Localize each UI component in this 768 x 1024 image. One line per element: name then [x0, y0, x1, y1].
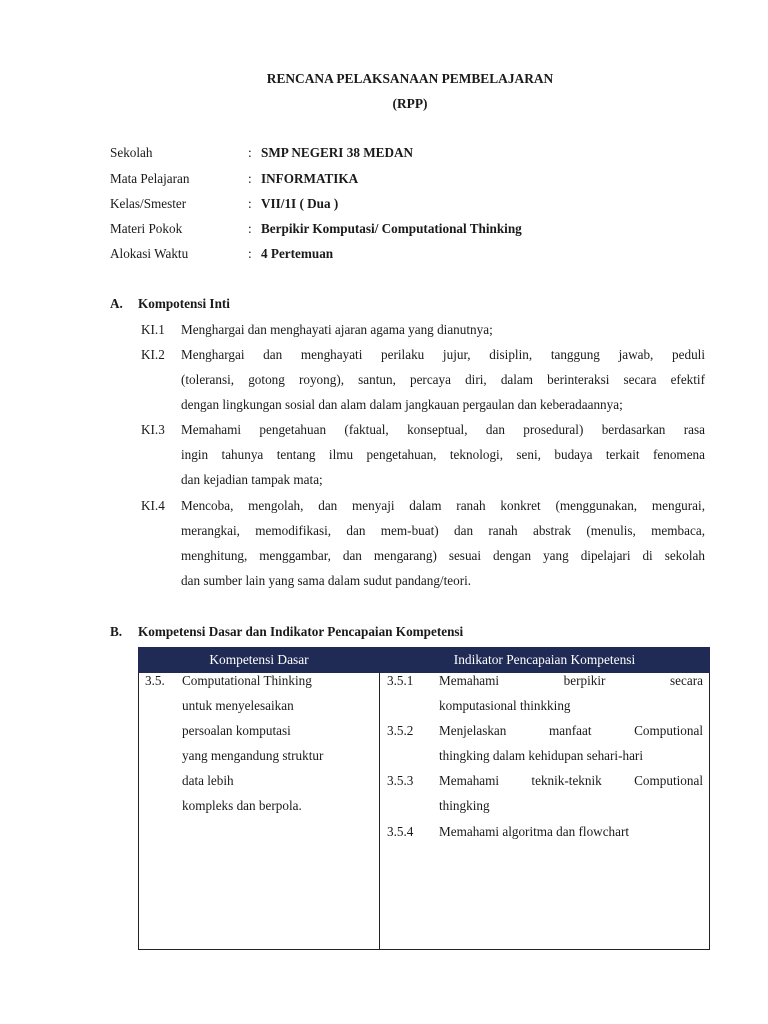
identity-colon: :: [248, 145, 252, 160]
identity-colon: :: [248, 246, 252, 261]
ki-text-line: Menghargai dan menghayati ajaran agama yang dianutnya;: [181, 322, 493, 337]
identity-colon: :: [248, 221, 252, 236]
identity-colon: :: [248, 171, 252, 186]
kd-text-line: yang mengandung struktur: [182, 748, 324, 763]
section-a-marker: A.: [110, 296, 123, 311]
ki-text-line: Menghargai dan menghayati perilaku jujur, disiplin, tanggung jawab, peduli: [181, 347, 705, 362]
kd-text-line: persoalan komputasi: [182, 723, 291, 738]
indicator-text-line: Menjelaskan manfaat Computional: [439, 723, 703, 738]
identity-value: SMP NEGERI 38 MEDAN: [261, 145, 414, 160]
indicator-cell: [380, 673, 710, 950]
ki-code: KI.1: [141, 322, 165, 337]
kd-text-line: untuk menyelesaikan: [182, 698, 294, 713]
ki-code: KI.3: [141, 422, 165, 437]
ki-text-line: dengan lingkungan sosial dan alam dalam jangkauan pergaulan dan keberadaannya;: [181, 397, 623, 412]
indicator-text-line: Memahami algoritma dan flowchart: [439, 824, 630, 839]
table-row: [139, 673, 710, 950]
kd-text-line: Computational Thinking: [182, 673, 312, 688]
ki-text-line: menghitung, menggambar, dan mengarang) sesuai dengan yang dipelajari di sekolah: [181, 548, 705, 563]
indicator-text-line: thingking dalam kehidupan sehari-hari: [439, 748, 643, 763]
identity-label: Mata Pelajaran: [110, 171, 190, 186]
ki-text-line: dan sumber lain yang sama dalam sudut pandang/teori.: [181, 573, 472, 588]
ki-text-line: (toleransi, gotong royong), santun, percaya diri, dalam berinteraksi secara efektif: [181, 372, 705, 387]
ki-text-line: Memahami pengetahuan (faktual, konseptual, dan prosedural) berdasarkan rasa: [181, 422, 705, 437]
indicator-text-line: Memahami teknik-teknik Computional: [439, 773, 703, 788]
ki-code: KI.2: [141, 347, 165, 362]
identity-colon: :: [248, 196, 252, 211]
ki-code: KI.4: [141, 498, 165, 513]
section-a-title: Kompotensi Inti: [138, 296, 230, 311]
indicator-code: 3.5.3: [387, 773, 414, 788]
kd-code: 3.5.: [145, 673, 165, 688]
ki-text-line: merangkai, memodifikasi, dan mem-buat) dan ranah abstrak (menulis, membaca,: [181, 523, 705, 538]
ki-text-line: Mencoba, mengolah, dan menyaji dalam ranah konkret (menggunakan, mengurai,: [181, 498, 705, 513]
indicator-code: 3.5.1: [387, 673, 414, 688]
kd-text-line: kompleks dan berpola.: [182, 798, 302, 813]
identity-value: INFORMATIKA: [261, 171, 359, 186]
ki-text-line: ingin tahunya tentang ilmu pengetahuan, teknologi, seni, budaya terkait fenomena: [181, 447, 705, 462]
table-header-kd: Kompetensi Dasar: [139, 648, 380, 673]
identity-value: Berpikir Komputasi/ Computational Thinking: [261, 221, 522, 236]
table-header-ipk: Indikator Pencapaian Kompetensi: [380, 648, 710, 673]
section-b-title: Kompetensi Dasar dan Indikator Pencapaian Kompetensi: [138, 624, 464, 639]
indicator-code: 3.5.2: [387, 723, 414, 738]
identity-value: 4 Pertemuan: [261, 246, 334, 261]
kd-text-line: data lebih: [182, 773, 234, 788]
identity-label: Materi Pokok: [110, 221, 183, 236]
table-header-row: [139, 648, 710, 673]
indicator-text-line: Memahami berpikir secara: [439, 673, 703, 688]
section-b-marker: B.: [110, 624, 123, 639]
ki-text-line: dan kejadian tampak mata;: [181, 472, 323, 487]
indicator-text-line: komputasional thinkking: [439, 698, 571, 713]
competency-table: [138, 647, 710, 950]
identity-label: Alokasi Waktu: [110, 246, 189, 261]
indicator-code: 3.5.4: [387, 824, 414, 839]
document-title: RENCANA PELAKSANAAN PEMBELAJARAN: [266, 71, 554, 86]
identity-value: VII/1I ( Dua ): [261, 196, 339, 211]
identity-label: Kelas/Smester: [110, 196, 187, 211]
document-subtitle: (RPP): [392, 96, 428, 111]
identity-label: Sekolah: [110, 145, 153, 160]
kd-cell: [139, 673, 380, 950]
indicator-text-line: thingking: [439, 798, 490, 813]
